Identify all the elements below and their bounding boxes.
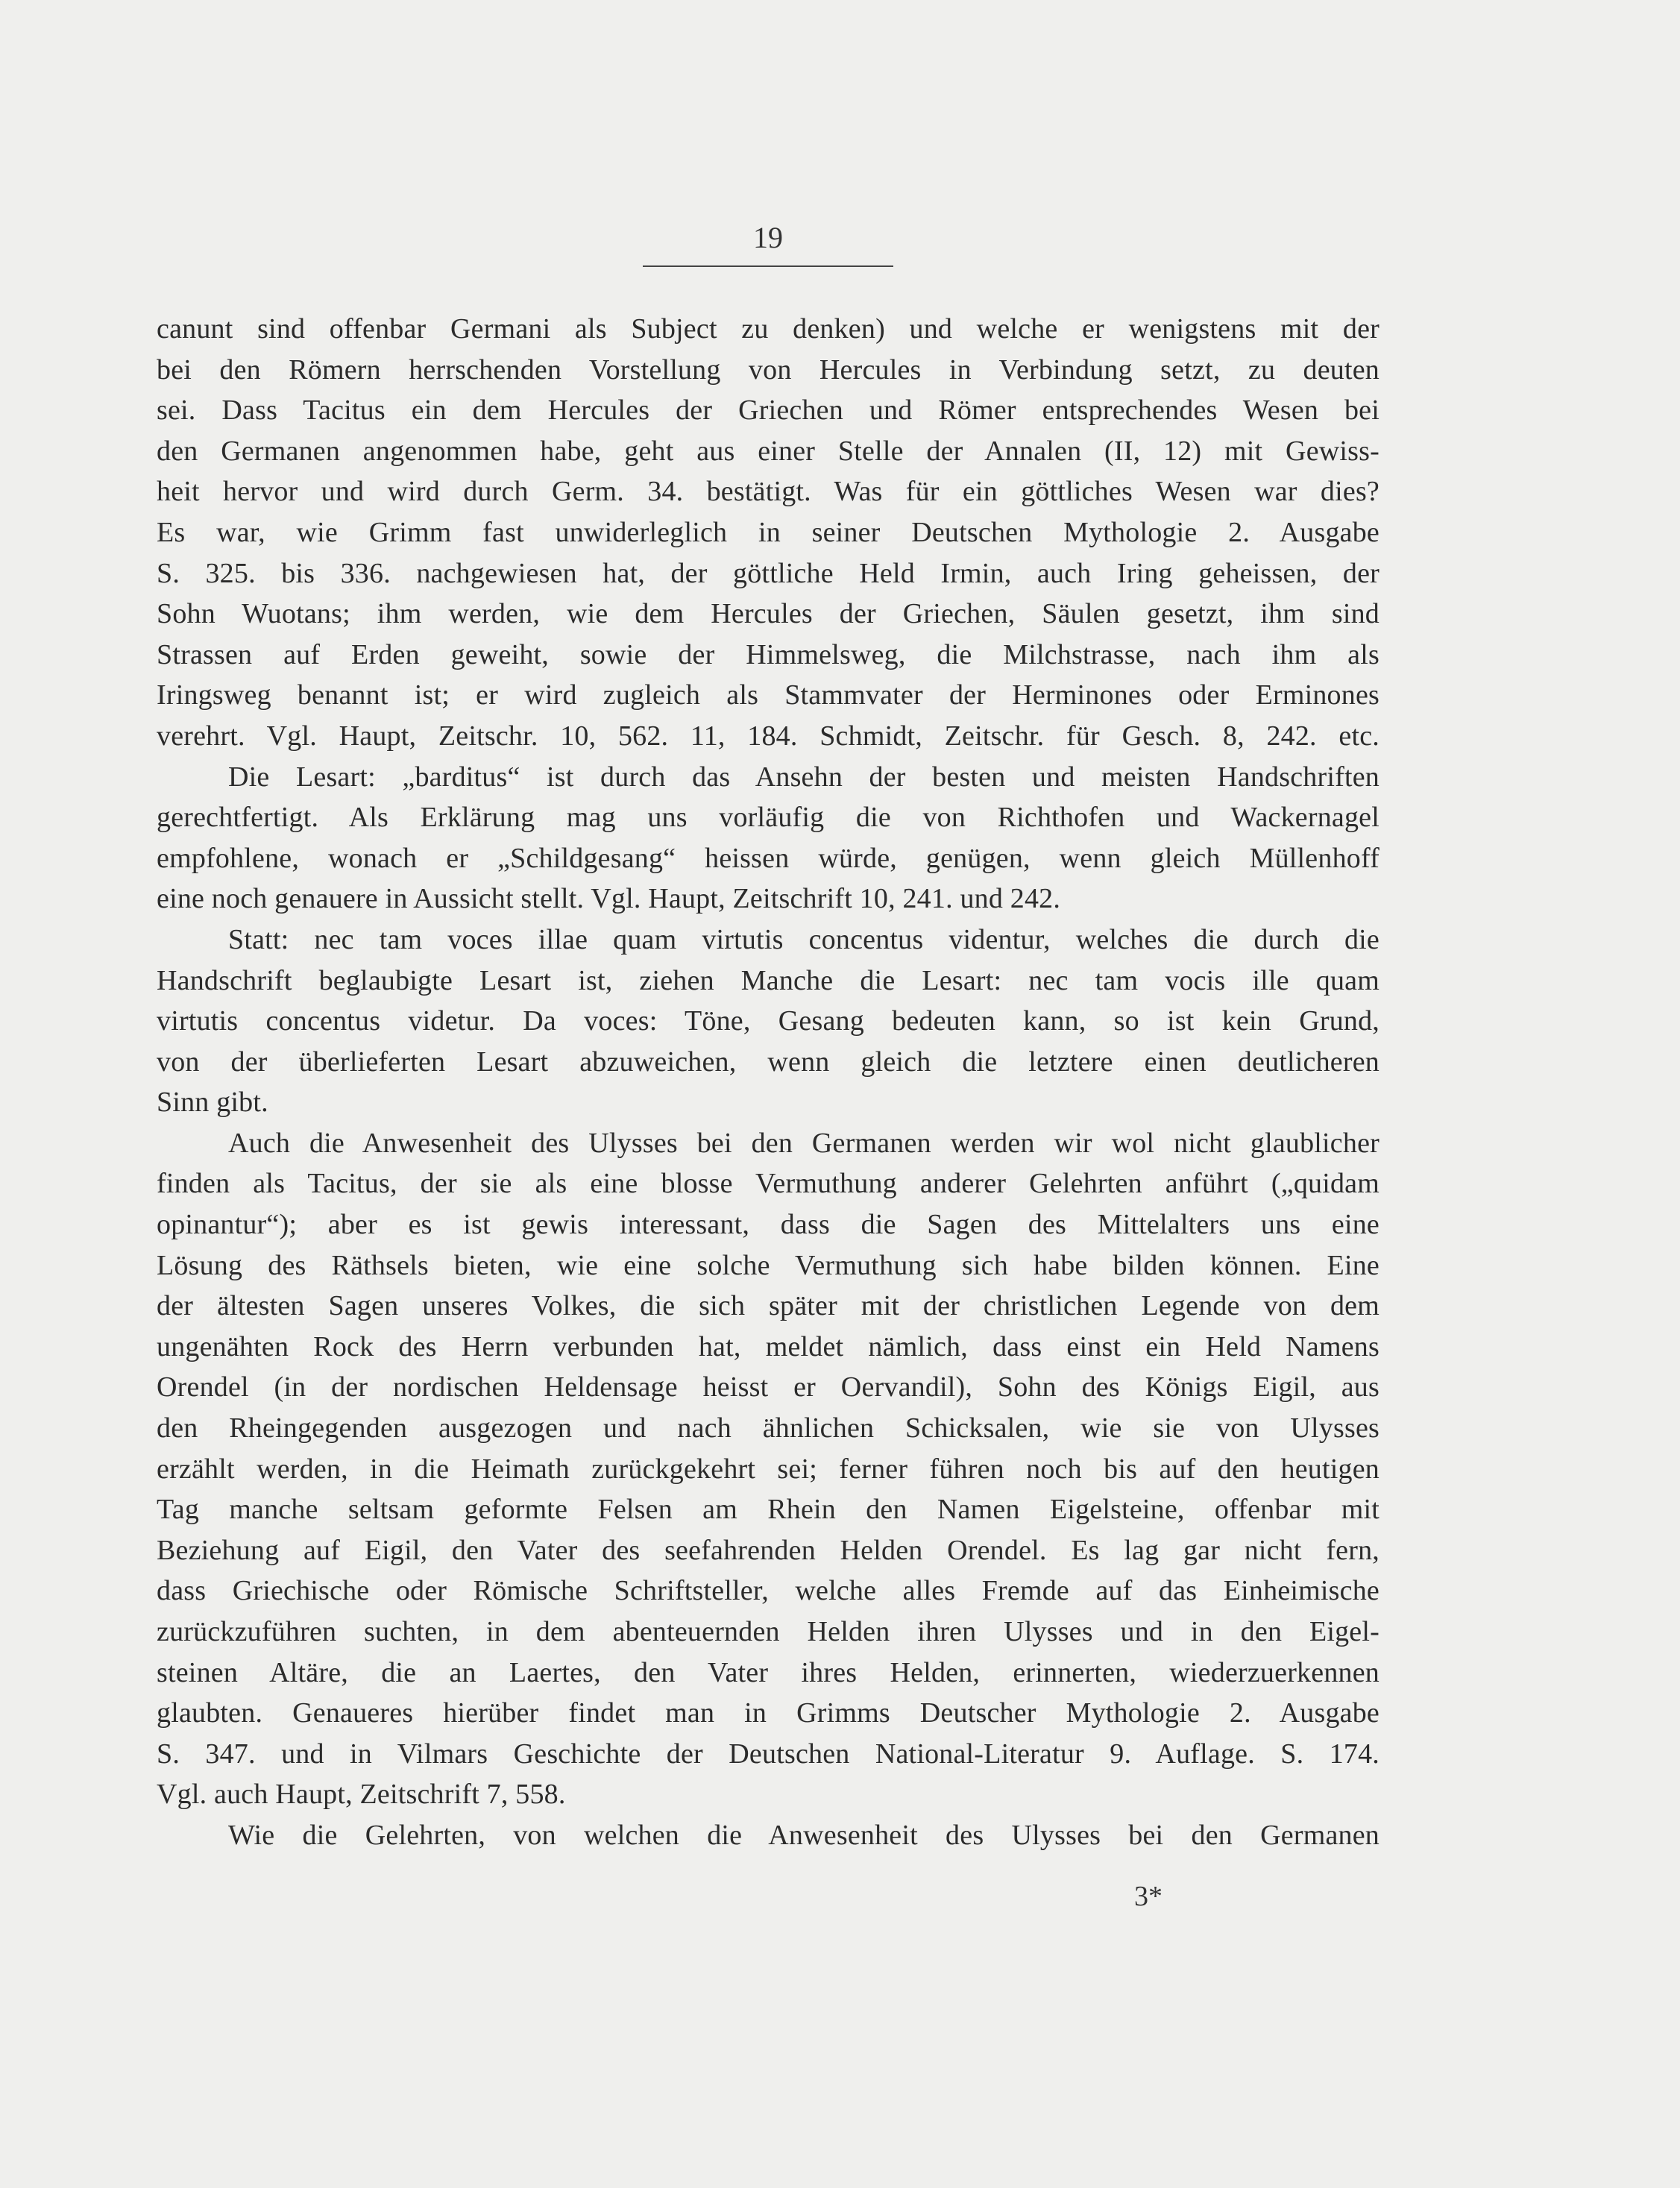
text-line: dass Griechische oder Römische Schriftsteller, welche alles Fremde auf das Einheimische bbox=[157, 1575, 1379, 1607]
text-line: bei den Römern herrschenden Vorstellung von Hercules in Verbindung setzt, zu deuten bbox=[157, 353, 1379, 386]
text-line: heit hervor und wird durch Germ. 34. bestätigt. Was für ein göttliches Wesen war dies? bbox=[157, 476, 1379, 508]
text-line: virtutis concentus videtur. Da voces: Töne, Gesang bedeuten kann, so ist kein Grund, bbox=[157, 1005, 1379, 1037]
text-line: steinen Altäre, die an Laertes, den Vater ihres Helden, erinnerten, wiederzuerkennen bbox=[157, 1656, 1379, 1688]
body-text bbox=[157, 309, 1379, 1856]
text-line: zurückzuführen suchten, in dem abenteuernden Helden ihren Ulysses und in den Eigel- bbox=[157, 1616, 1379, 1647]
text-line: eine noch genauere in Aussicht stellt. Vgl. Haupt, Zeitschrift 10, 241. und 242. bbox=[157, 883, 1061, 915]
text-line: erzählt werden, in die Heimath zurückgekehrt sei; ferner führen noch bis auf den heutigen bbox=[157, 1453, 1379, 1485]
text-line: S. 325. bis 336. nachgewiesen hat, der göttliche Held Irmin, auch Iring geheissen, der bbox=[157, 557, 1379, 589]
text-line: Vgl. auch Haupt, Zeitschrift 7, 558. bbox=[157, 1779, 566, 1811]
text-line: Die Lesart: „barditus“ ist durch das Ansehn der besten und meisten Handschriften bbox=[228, 761, 1379, 793]
text-line: den Rheingegenden ausgezogen und nach ähnlichen Schicksalen, wie sie von Ulysses bbox=[157, 1412, 1379, 1444]
text-line: Iringsweg benannt ist; er wird zugleich als Stammvater der Herminones oder Erminones bbox=[157, 679, 1379, 711]
text-line: verehrt. Vgl. Haupt, Zeitschr. 10, 562. 11, 184. Schmidt, Zeitschr. für Gesch. 8, 242. etc. bbox=[157, 720, 1379, 752]
text-line: Sohn Wuotans; ihm werden, wie dem Hercules der Griechen, Säulen gesetzt, ihm sind bbox=[157, 598, 1379, 630]
text-line: glaubten. Genaueres hierüber findet man in Grimms Deutscher Mythologie 2. Ausgabe bbox=[157, 1697, 1379, 1729]
text-line: ungenähten Rock des Herrn verbunden hat, meldet nämlich, dass einst ein Held Namens bbox=[157, 1330, 1379, 1362]
text-line: Statt: nec tam voces illae quam virtutis concentus videntur, welches die durch die bbox=[228, 923, 1379, 955]
text-line: Lösung des Räthsels bieten, wie eine solche Vermuthung sich habe bilden können. Eine bbox=[157, 1249, 1379, 1281]
text-line: Es war, wie Grimm fast unwiderleglich in seiner Deutschen Mythologie 2. Ausgabe bbox=[157, 516, 1379, 548]
text-line: finden als Tacitus, der sie als eine blosse Vermuthung anderer Gelehrten anführt („quidam bbox=[157, 1168, 1379, 1200]
text-line: Tag manche seltsam geformte Felsen am Rhein den Namen Eigelsteine, offenbar mit bbox=[157, 1494, 1379, 1526]
text-line: sei. Dass Tacitus ein dem Hercules der Griechen und Römer entsprechendes Wesen bei bbox=[157, 394, 1379, 427]
text-line: Orendel (in der nordischen Heldensage heisst er Oervandil), Sohn des Königs Eigil, aus bbox=[157, 1371, 1379, 1403]
text-line: der ältesten Sagen unseres Volkes, die sich später mit der christlichen Legende von dem bbox=[157, 1290, 1379, 1322]
text-line: den Germanen angenommen habe, geht aus einer Stelle der Annalen (II, 12) mit Gewiss- bbox=[157, 435, 1379, 467]
printer-signature: 3* bbox=[1134, 1881, 1163, 1912]
text-line: Beziehung auf Eigil, den Vater des seefahrenden Helden Orendel. Es lag gar nicht fern, bbox=[157, 1534, 1379, 1566]
text-line: Wie die Gelehrten, von welchen die Anwesenheit des Ulysses bei den Germanen bbox=[228, 1819, 1379, 1851]
text-line: canunt sind offenbar Germani als Subject zu denken) und welche er wenigstens mit der bbox=[157, 313, 1379, 345]
text-line: empfohlene, wonach er „Schildgesang“ heissen würde, genügen, wenn gleich Müllenhoff bbox=[157, 842, 1379, 874]
page-number: 19 bbox=[753, 221, 783, 254]
text-line: S. 347. und in Vilmars Geschichte der Deutschen National-Literatur 9. Auflage. S. 174. bbox=[157, 1738, 1379, 1770]
text-line: gerechtfertigt. Als Erklärung mag uns vorläufig die von Richthofen und Wackernagel bbox=[157, 802, 1379, 834]
text-line: Auch die Anwesenheit des Ulysses bei den Germanen werden wir wol nicht glaublicher bbox=[228, 1127, 1379, 1159]
text-line: opinantur“); aber es ist gewis interessant, dass die Sagen des Mittelalters uns eine bbox=[157, 1209, 1379, 1241]
text-line: Strassen auf Erden geweiht, sowie der Himmelsweg, die Milchstrasse, nach ihm als bbox=[157, 638, 1379, 670]
text-line: Handschrift beglaubigte Lesart ist, ziehen Manche die Lesart: nec tam vocis ille quam bbox=[157, 964, 1379, 996]
header-rule bbox=[643, 265, 893, 267]
text-line: von der überlieferten Lesart abzuweichen, wenn gleich die letztere einen deutlicheren bbox=[157, 1046, 1379, 1078]
text-line: Sinn gibt. bbox=[157, 1087, 268, 1119]
